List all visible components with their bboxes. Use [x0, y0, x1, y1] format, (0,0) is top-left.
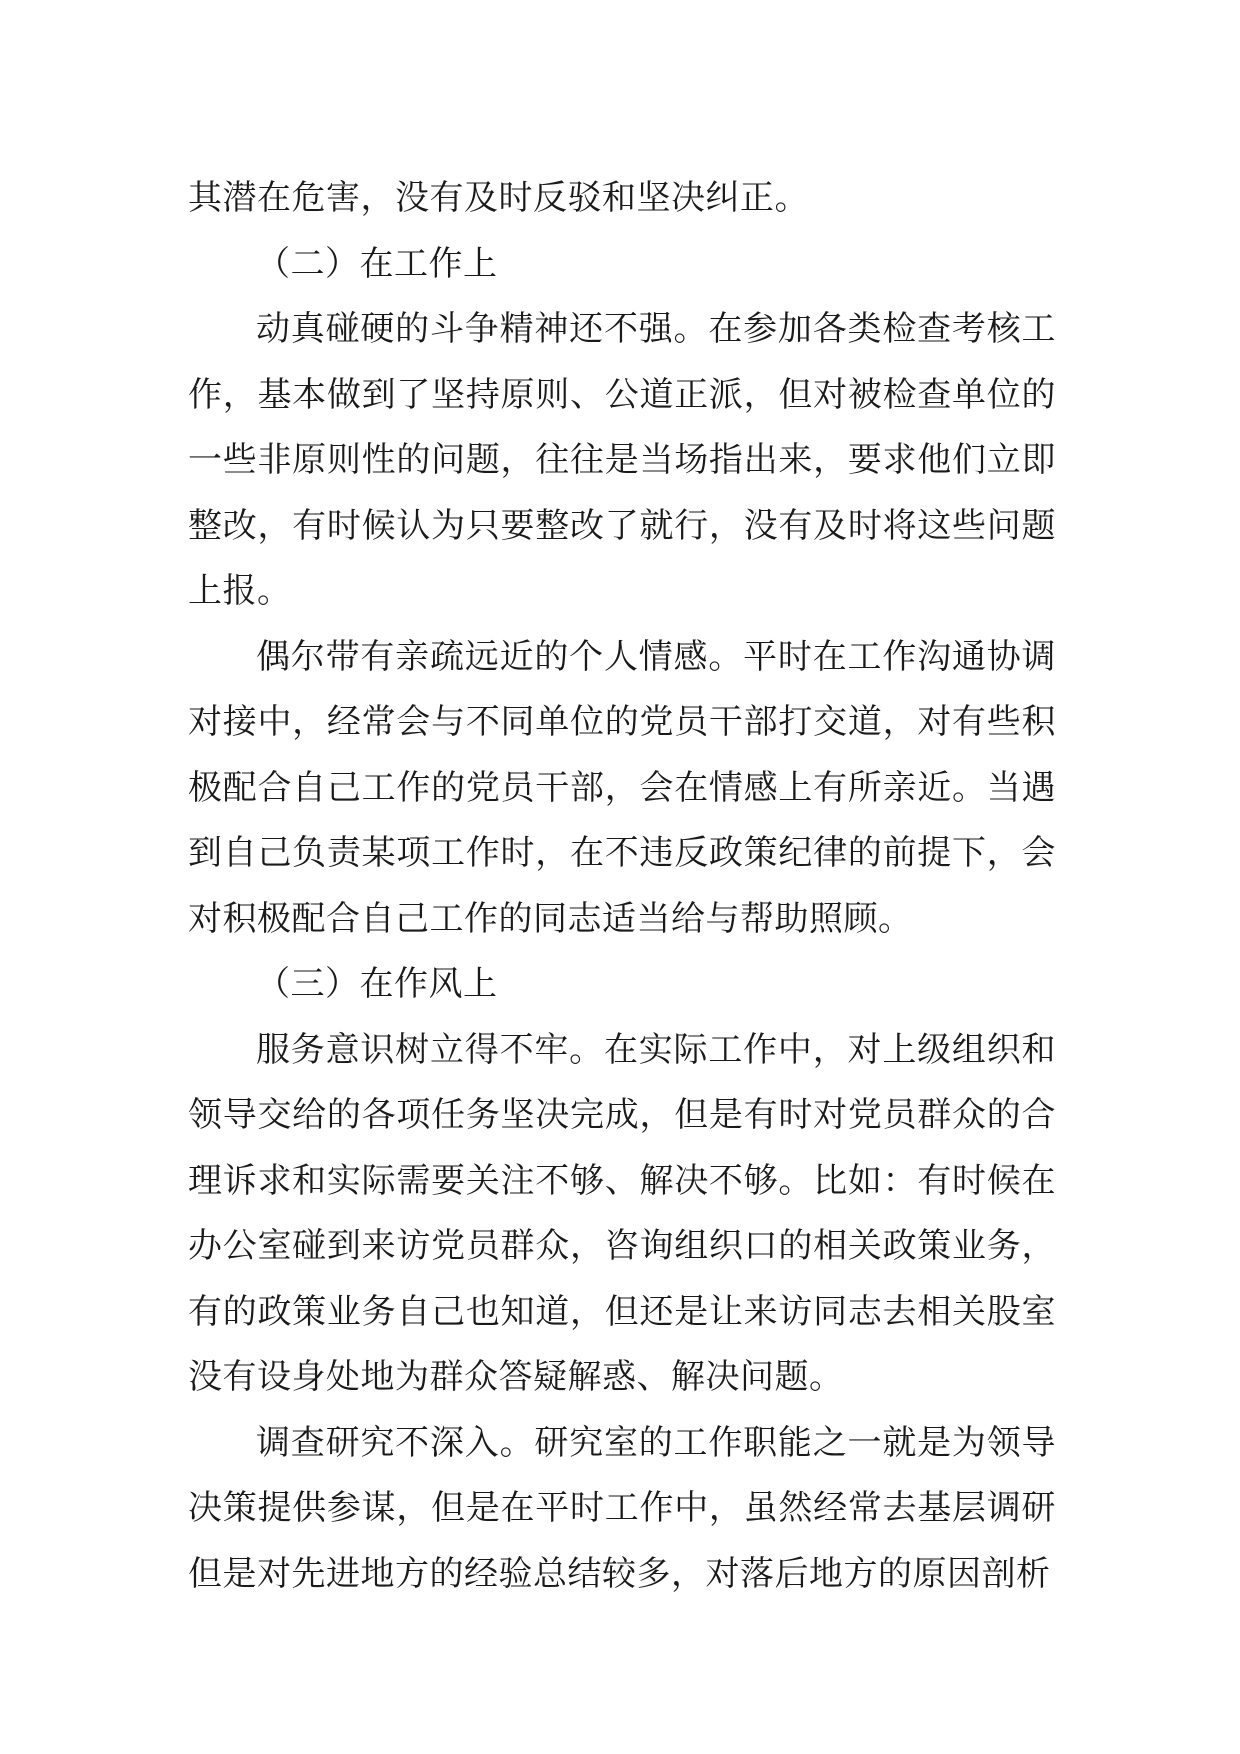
- paragraph-service-awareness: 服务意识树立得不牢。在实际工作中，对上级组织和领导交给的各项任务坚决完成，但是有时对党员群众的合理诉求和实际需要关注不够、解决不够。比如：有时候在办公室碰到来访党员群众，咨询组织口的相关政策业务，有的政策业务自己也知道，但还是让来访同志去相关股室没有设身处地为群众答疑解惑、解决问题。: [188, 1029, 1056, 1397]
- document-body: [188, 166, 1056, 1607]
- section-heading-work: （二）在工作上: [256, 243, 498, 284]
- section-heading-style: （三）在作风上: [256, 964, 498, 1004]
- paragraph-personal-emotion: 偶尔带有亲疏远近的个人情感。平时在工作沟通协调对接中，经常会与不同单位的党员干部打交道，对有些积极配合自己工作的党员干部，会在情感上有所亲近。当遇到自己负责某项工作时，在不违反政策纪律的前提下，会对积极配合自己工作的同志适当给与帮助照顾。: [188, 636, 1056, 939]
- paragraph-research: 调查研究不深入。研究室的工作职能之一就是为领导决策提供参谋，但是在平时工作中，虽然经常去基层调研但是对先进地方的经验总结较多，对落后地方的原因剖析: [188, 1422, 1056, 1594]
- paragraph-continuation: 其潜在危害，没有及时反驳和坚决纠正。: [188, 178, 809, 218]
- paragraph-struggle-spirit: 动真碰硬的斗争精神还不强。在参加各类检查考核工作，基本做到了坚持原则、公道正派，但对被检查单位的一些非原则性的问题，往往是当场指出来，要求他们立即整改，有时候认为只要整改了就行，没有及时将这些问题上报。: [188, 309, 1056, 611]
